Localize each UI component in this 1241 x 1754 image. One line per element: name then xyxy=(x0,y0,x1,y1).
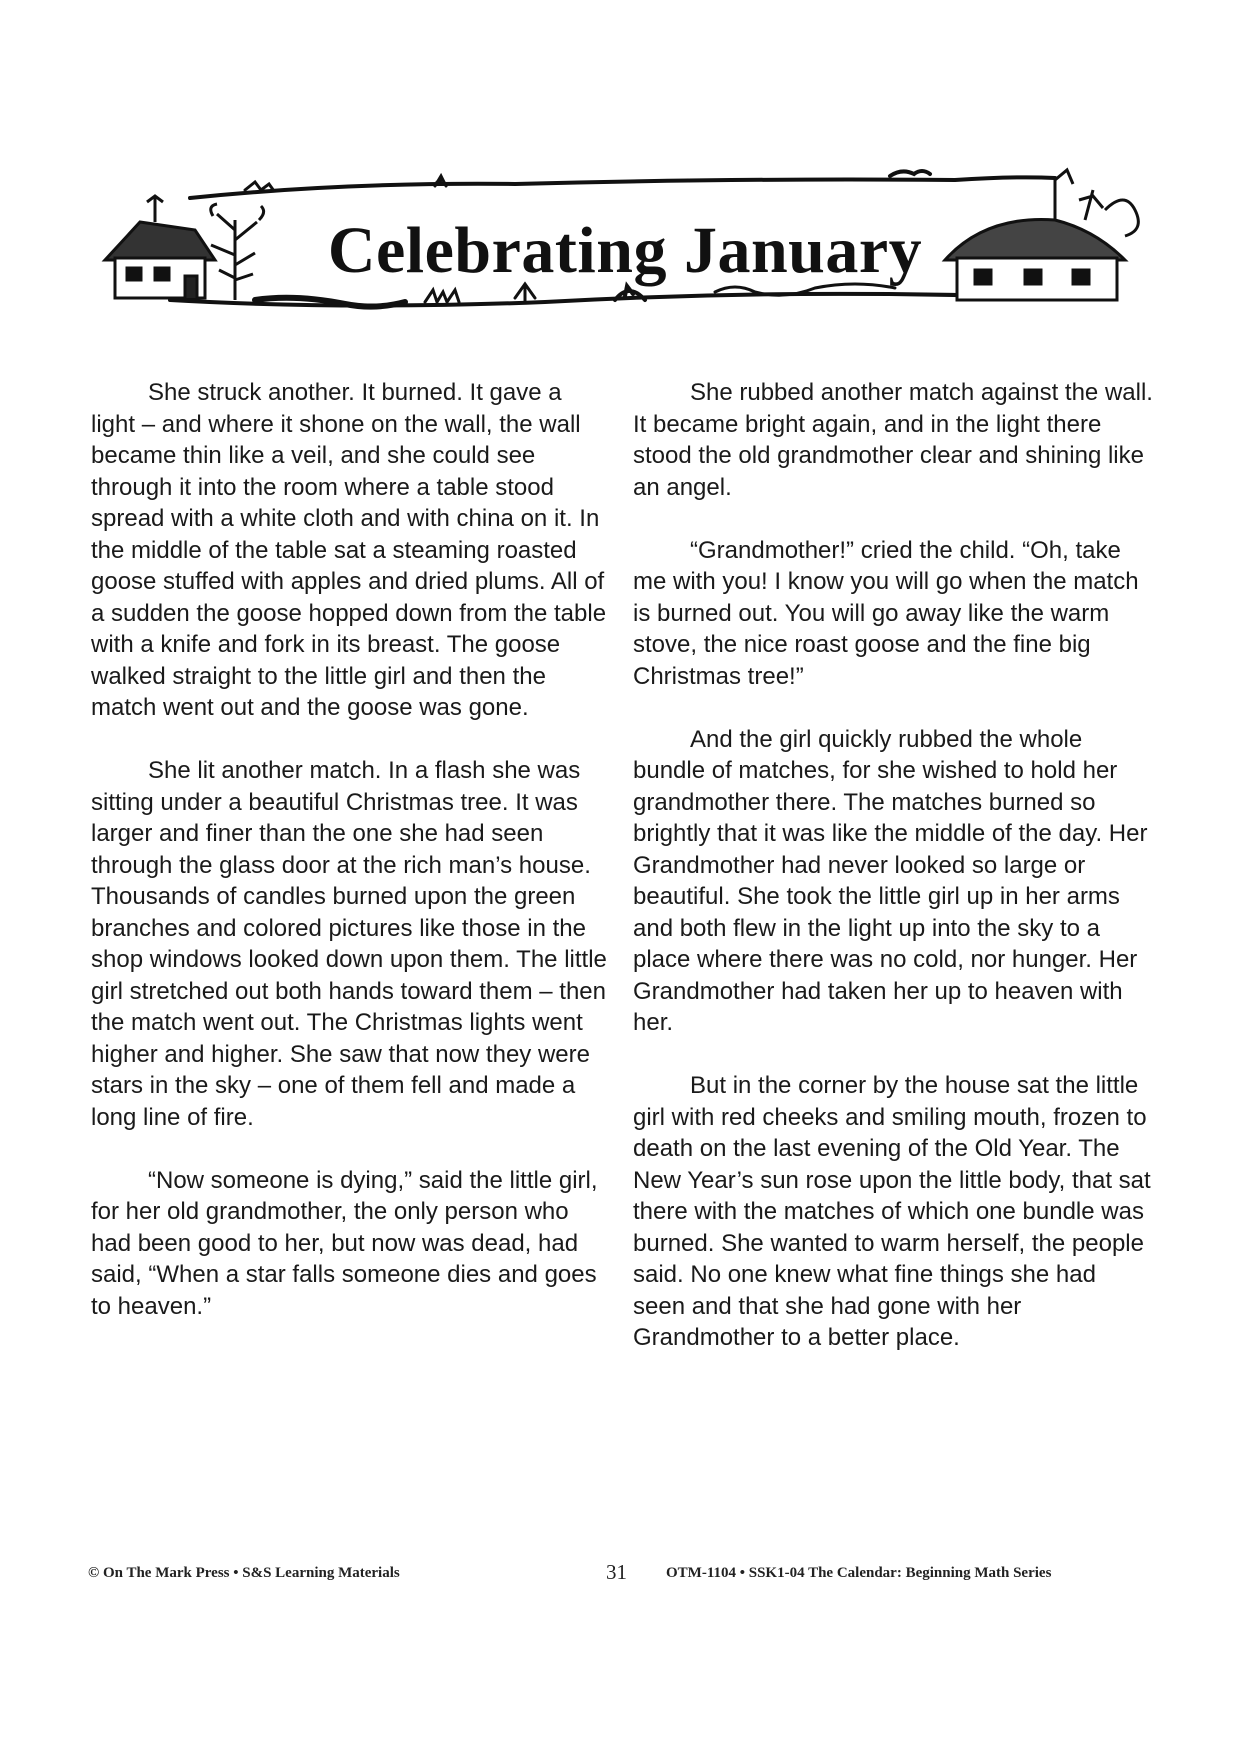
page-number: 31 xyxy=(606,1560,627,1584)
page-title: Celebrating January xyxy=(327,214,923,287)
paragraph: “Grandmother!” cried the child. “Oh, take me with you! I know you will go when the match is burned out. You will go away like the warm stove, the nice roast goose and the fine big Christmas tree!” xyxy=(633,536,1139,690)
paragraph: And the girl quickly rubbed the whole bundle of matches, for she wished to hold her grandmother there. The matches burned so brightly that it was like the middle of the day. Her Grandmother had never looked so large or beautiful. She took the little girl up in her arms and both flew in the light up into the sky to a place where there was no cold, nor hunger. Her Grandmother had taken her up to heaven with her. xyxy=(633,725,1148,1036)
paragraph: “Now someone is dying,” said the little girl, for her old grandmother, the only person who had been good to her, but now was dead, had said, “When a star falls someone dies and goes to heaven.” xyxy=(91,1166,598,1320)
paragraph: She rubbed another match against the wall. It became bright again, and in the light there stood the old grandmother clear and shining like an angel. xyxy=(633,379,1153,501)
footer-series: OTM-1104 • SSK1-04 The Calendar: Beginning Math Series xyxy=(666,1565,1052,1581)
winter-cottage-illustration xyxy=(105,196,215,298)
snowy-tree-illustration xyxy=(211,204,264,300)
paragraph: But in the corner by the house sat the little girl with red cheeks and smiling mouth, frozen to death on the last evening of the Old Year. The New Year’s sun rose upon the little body, that sat there with the matches of which one bundle was burned. She wanted to warm herself, the people said. No one knew what fine things she had seen and that she had gone with her Grandmother to a better place. xyxy=(633,1072,1151,1351)
winter-cottage-illustration xyxy=(945,170,1138,300)
paragraph: She lit another match. In a flash she was sitting under a beautiful Christmas tree. It was larger and finer than the one she had seen through the glass door at the rich man’s house. Thousands of candles burned upon the green branches and colored pictures like those in the shop windows looked down upon them. The little girl stretched out both hands toward them – then the match went out. The Christmas lights went higher and higher. She saw that now they were stars in the sky – one of them fell and made a long line of fire. xyxy=(91,757,607,1131)
story-column-left xyxy=(91,377,611,1354)
paragraph: She struck another. It burned. It gave a light – and where it shone on the wall, the wall became thin like a veil, and she could see through it into the room where a table stood spread with a white cloth and with china on it. In the middle of the table sat a steaming roasted goose stuffed with apples and dried plums. All of a sudden the goose hopped down from the table with a knife and fork in its breast. The goose walked straight to the little girl and then the match went out and the goose was gone. xyxy=(91,379,607,721)
footer-copyright: © On The Mark Press • S&S Learning Materials xyxy=(88,1565,400,1581)
header-banner xyxy=(95,160,1155,335)
page-footer xyxy=(0,1560,1241,1587)
story-column-right xyxy=(633,377,1153,1385)
